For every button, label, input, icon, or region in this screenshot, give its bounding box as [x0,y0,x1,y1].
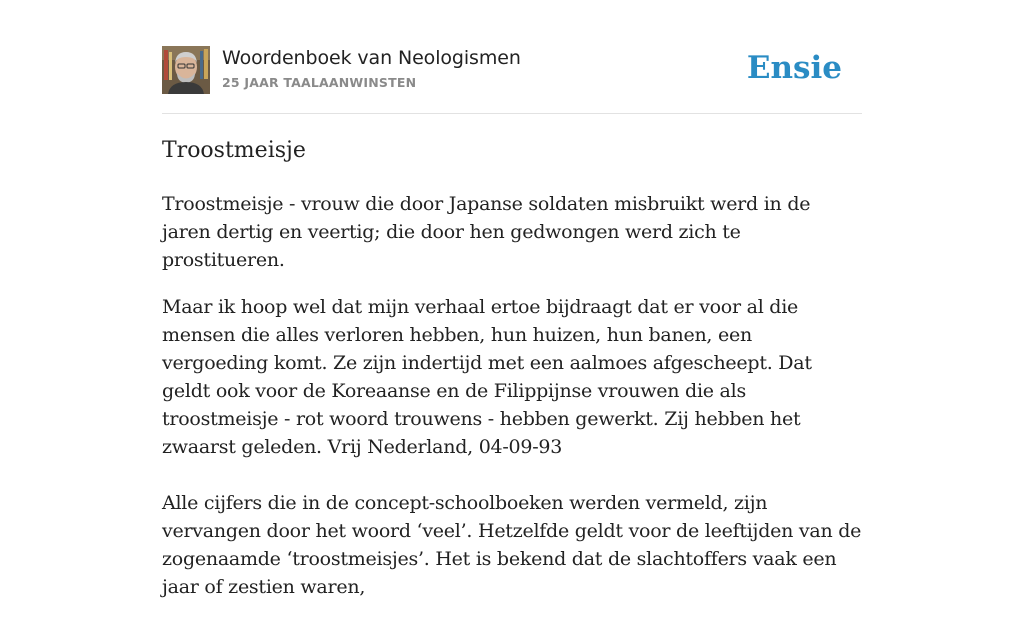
author-subtitle: 25 JAAR TAALAANWINSTEN [222,75,417,90]
entry-title: Troostmeisje [162,138,306,163]
entry-content [162,190,862,620]
brand-logo[interactable]: Ensie [746,50,842,86]
header [162,46,862,96]
paragraph-gap [162,480,862,489]
author-name[interactable]: Woordenboek van Neologismen [222,47,521,69]
entry-quote: Maar ik hoop wel dat mijn verhaal ertoe bijdraagt dat er voor al die mensen die alles verloren hebben, hun huizen, hun banen, een vergoeding komt. Ze zijn indertijd met een aalmoes afgescheept. Dat geldt ook voor de Koreaanse en de Filippijnse vrouwen die als troostmeisje - rot woord trouwens - hebben gewerkt. Zij hebben het zwaarst geleden. Vrij Nederland, 04-09-93 [162,296,812,458]
author-portrait-icon [162,46,210,94]
header-divider [162,113,862,114]
entry-quote: Alle cijfers die in de concept-schoolboeken werden vermeld, zijn vervangen door het woord ‘veel’. Hetzelfde geldt voor de leeftijden van de zogenaamde ‘troostmeisjes’. Het is bekend dat de slachtoffers vaak een jaar of zestien waren, [162,492,862,598]
author-avatar[interactable] [162,46,210,94]
entry-definition: Troostmeisje - vrouw die door Japanse soldaten misbruikt werd in de jaren dertig en veertig; die door hen gedwongen werd zich te prostitueren. [162,193,811,271]
